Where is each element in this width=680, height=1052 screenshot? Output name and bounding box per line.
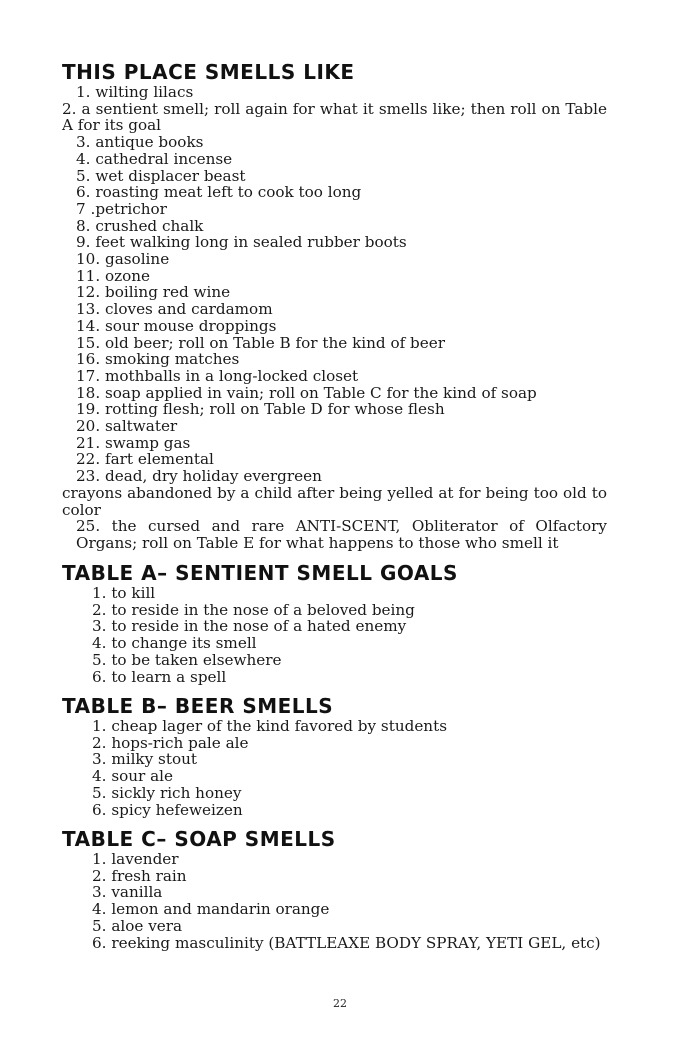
list-item: 3. to reside in the nose of a hated enemy xyxy=(92,617,407,636)
list-item: 8. crushed chalk xyxy=(76,216,204,235)
list-item: 12. boiling red wine xyxy=(76,283,231,302)
list-item: 5. to be taken elsewhere xyxy=(92,650,282,669)
list-item: 25. the cursed and rare ANTI-SCENT, Obliterator of Olfactory Organs; roll on Table E for what happens to those who smell it xyxy=(76,517,607,552)
section-heading: TABLE B– BEER SMELLS xyxy=(62,694,334,718)
table-b-list xyxy=(62,718,622,818)
list-item: 1. cheap lager of the kind favored by students xyxy=(92,717,447,735)
list-item: 4. sour ale xyxy=(92,767,174,786)
list-item: 22. fart elemental xyxy=(76,450,214,469)
list-item: 4. to change its smell xyxy=(92,634,257,653)
list-item: 3. vanilla xyxy=(92,883,163,902)
list-item: 10. gasoline xyxy=(76,250,170,269)
list-item: 4. cathedral incense xyxy=(76,149,233,168)
list-item: 6. spicy hefeweizen xyxy=(92,800,243,819)
list-item: 9. feet walking long in sealed rubber boots xyxy=(76,233,407,252)
list-item: 5. aloe vera xyxy=(92,916,183,935)
list-item: 1. lavender xyxy=(92,850,179,868)
list-item: 1. to kill xyxy=(92,584,156,602)
list-item: 23. dead, dry holiday evergreen xyxy=(76,467,322,486)
table-c-list xyxy=(62,851,622,951)
list-item: 3. antique books xyxy=(76,133,204,152)
list-item: 4. lemon and mandarin orange xyxy=(92,900,330,919)
list-item: 15. old beer; roll on Table B for the kind of beer xyxy=(76,333,446,352)
list-item: 6. roasting meat left to cook too long xyxy=(76,183,362,202)
list-item: 6. reeking masculinity (BATTLEAXE BODY SPRAY, YETI GEL, etc) xyxy=(92,933,601,952)
table-a-list xyxy=(62,585,622,685)
list-item: 2. a sentient smell; roll again for what it smells like; then roll on Table A for its goal xyxy=(62,99,607,135)
list-item: 3. milky stout xyxy=(92,750,197,769)
list-item: 19. rotting flesh; roll on Table D for whose flesh xyxy=(76,400,445,419)
list-item: 2. to reside in the nose of a beloved being xyxy=(92,600,415,619)
list-item: 14. sour mouse droppings xyxy=(76,316,277,335)
list-item: crayons abandoned by a child after being yelled at for being too old to color xyxy=(62,483,607,519)
list-item: 16. smoking matches xyxy=(76,350,240,369)
table-a-section xyxy=(62,561,622,685)
list-item: 17. mothballs in a long-locked closet xyxy=(76,366,359,385)
list-item: 7 .petrichor xyxy=(76,199,167,218)
list-item: 1. wilting lilacs xyxy=(76,83,194,101)
list-item: 11. ozone xyxy=(76,266,151,285)
list-item: 13. cloves and cardamom xyxy=(76,300,273,319)
list-item: 2. fresh rain xyxy=(92,866,187,885)
section-heading: TABLE C– SOAP SMELLS xyxy=(62,827,336,851)
section-heading: TABLE A– SENTIENT SMELL GOALS xyxy=(62,561,458,585)
list-item: 20. saltwater xyxy=(76,417,178,436)
list-item: 18. soap applied in vain; roll on Table C for the kind of soap xyxy=(76,383,537,402)
list-item: 5. wet displacer beast xyxy=(76,166,246,185)
smells-like-section xyxy=(62,60,622,552)
page-number: 22 xyxy=(333,997,347,1010)
list-item: 21. swamp gas xyxy=(76,433,191,452)
table-c-section xyxy=(62,827,622,951)
list-item: 5. sickly rich honey xyxy=(92,783,242,802)
section-heading: THIS PLACE SMELLS LIKE xyxy=(62,60,355,84)
list-item: 2. hops-rich pale ale xyxy=(92,733,249,752)
smells-list xyxy=(62,84,622,552)
table-b-section xyxy=(62,694,622,818)
list-item: 6. to learn a spell xyxy=(92,667,227,686)
